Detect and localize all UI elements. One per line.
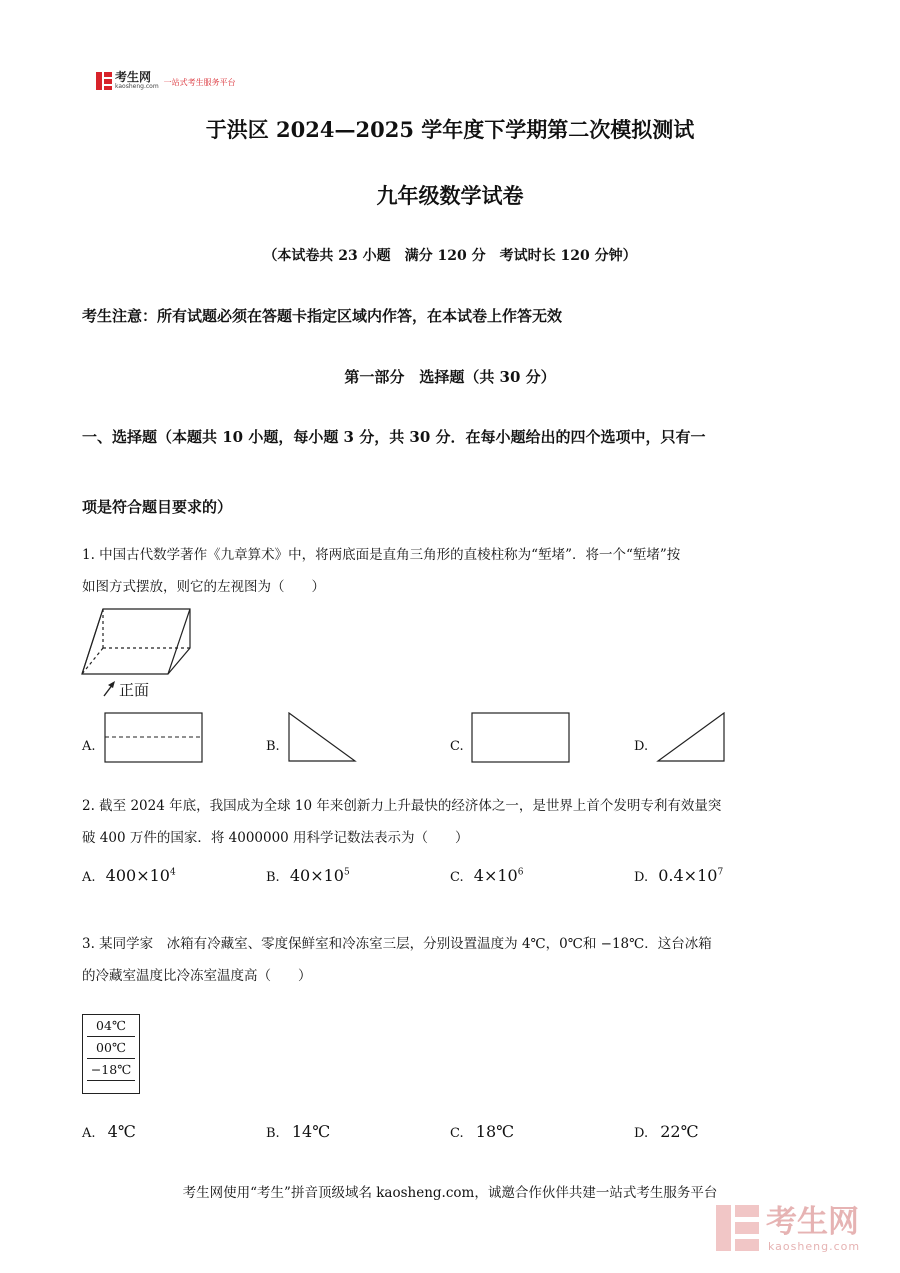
exam-notice: 考生注意：所有试题必须在答题卡指定区域内作答，在本试卷上作答无效 bbox=[82, 307, 563, 325]
question-2-line2: 破 400 万件的国家．将 4000000 用科学记数法表示为（ ） bbox=[82, 830, 469, 846]
q3-option-b[interactable] bbox=[266, 1122, 330, 1141]
watermark-icon bbox=[716, 1205, 760, 1253]
question-3 bbox=[82, 928, 812, 992]
q2-option-d-label: D. bbox=[634, 870, 649, 885]
question-1-line2: 如图方式摆放，则它的左视图为（ ） bbox=[82, 579, 325, 595]
q2-option-d[interactable] bbox=[634, 866, 723, 885]
logo-domain: kaosheng.com bbox=[115, 83, 159, 90]
exam-info: （本试卷共 23 小题 满分 120 分 考试时长 120 分钟） bbox=[263, 248, 637, 264]
fridge-top-temp: 04℃ bbox=[96, 1018, 126, 1033]
q3-option-d[interactable] bbox=[634, 1122, 699, 1141]
q2-option-a[interactable] bbox=[82, 866, 176, 885]
question-2 bbox=[82, 790, 812, 854]
q2-option-a-value: $400\times 10^4$ bbox=[105, 866, 176, 885]
site-logo[interactable] bbox=[96, 71, 236, 90]
q3-option-c-value: 18℃ bbox=[475, 1122, 515, 1141]
q2-option-b[interactable] bbox=[266, 866, 350, 885]
question-1 bbox=[82, 539, 812, 603]
option-d-figure[interactable] bbox=[656, 712, 726, 764]
logo-slogan: 一站式考生服务平台 bbox=[163, 78, 236, 87]
q3-option-a-label: A. bbox=[82, 1126, 96, 1141]
arrow-icon bbox=[104, 681, 115, 696]
option-b-figure[interactable] bbox=[287, 712, 357, 764]
q2-option-a-label: A. bbox=[82, 870, 96, 885]
question-2-line1: 2. 截至 2024 年底，我国成为全球 10 年来创新力上升最快的经济体之一，是世界上首个发明专利有效量突 bbox=[82, 798, 722, 814]
fridge-figure bbox=[82, 1014, 140, 1094]
question-1-line1: 1. 中国古代数学著作《九章算术》中，将两底面是直角三角形的直棱柱称为“堑堵”．将一个“堑堵”按 bbox=[82, 547, 681, 563]
option-d-label[interactable]: D. bbox=[634, 739, 649, 754]
q3-option-a[interactable] bbox=[82, 1122, 136, 1141]
option-a-figure[interactable] bbox=[104, 712, 204, 764]
q2-option-d-value: $0.4\times 10^7$ bbox=[658, 866, 724, 885]
question-3-line2: 的冷藏室温度比冷冻室温度高（ ） bbox=[82, 968, 312, 984]
q2-option-c-value: $4\times 10^6$ bbox=[473, 866, 524, 885]
option-b-label[interactable]: B. bbox=[266, 739, 280, 754]
fridge-bottom-temp: −18℃ bbox=[90, 1062, 132, 1077]
page-footer: 考生网使用“考生”拼音顶级域名 kaosheng.com，诚邀合作伙伴共建一站式考生服务平台 bbox=[182, 1185, 718, 1201]
option-a-label[interactable]: A. bbox=[82, 739, 96, 754]
logo-name: 考生网 bbox=[115, 70, 152, 84]
fridge-middle-temp: 00℃ bbox=[96, 1040, 126, 1055]
q2-option-b-label: B. bbox=[266, 870, 280, 885]
part-heading: 第一部分 选择题（共 30 分） bbox=[344, 368, 556, 386]
q2-option-c[interactable] bbox=[450, 866, 523, 885]
exam-title: 于洪区 2024—2025 学年度下学期第二次模拟测试 bbox=[205, 117, 695, 142]
q3-option-c-label: C. bbox=[450, 1126, 464, 1141]
option-c-figure[interactable] bbox=[471, 712, 571, 764]
q3-option-d-value: 22℃ bbox=[660, 1122, 699, 1141]
q3-option-b-value: 14℃ bbox=[291, 1122, 331, 1141]
q2-option-c-label: C. bbox=[450, 870, 464, 885]
front-label: 正面 bbox=[119, 681, 150, 699]
q3-option-b-label: B. bbox=[266, 1126, 280, 1141]
section-heading: 一、选择题（本题共 10 小题，每小题 3 分，共 30 分．在每小题给出的四个选项中，只有一 bbox=[82, 428, 706, 446]
q3-option-d-label: D. bbox=[634, 1126, 649, 1141]
logo-icon bbox=[96, 72, 112, 90]
option-c-label[interactable]: C. bbox=[450, 739, 464, 754]
watermark-name: 考生网 bbox=[766, 1204, 859, 1240]
question-3-line1: 3. 某同学家 冰箱有冷藏室、零度保鲜室和冷冻室三层，分别设置温度为 4℃，0℃和 −18℃．这台冰箱 bbox=[82, 936, 712, 952]
q3-option-a-value: 4℃ bbox=[107, 1122, 136, 1141]
exam-subtitle: 九年级数学试卷 bbox=[376, 183, 524, 208]
watermark-logo bbox=[716, 1205, 876, 1255]
q3-option-c[interactable] bbox=[450, 1122, 514, 1141]
watermark-domain: kaosheng.com bbox=[768, 1240, 861, 1253]
section-heading-cont: 项是符合题目要求的） bbox=[82, 498, 233, 516]
q2-option-b-value: $40\times 10^5$ bbox=[289, 866, 350, 885]
